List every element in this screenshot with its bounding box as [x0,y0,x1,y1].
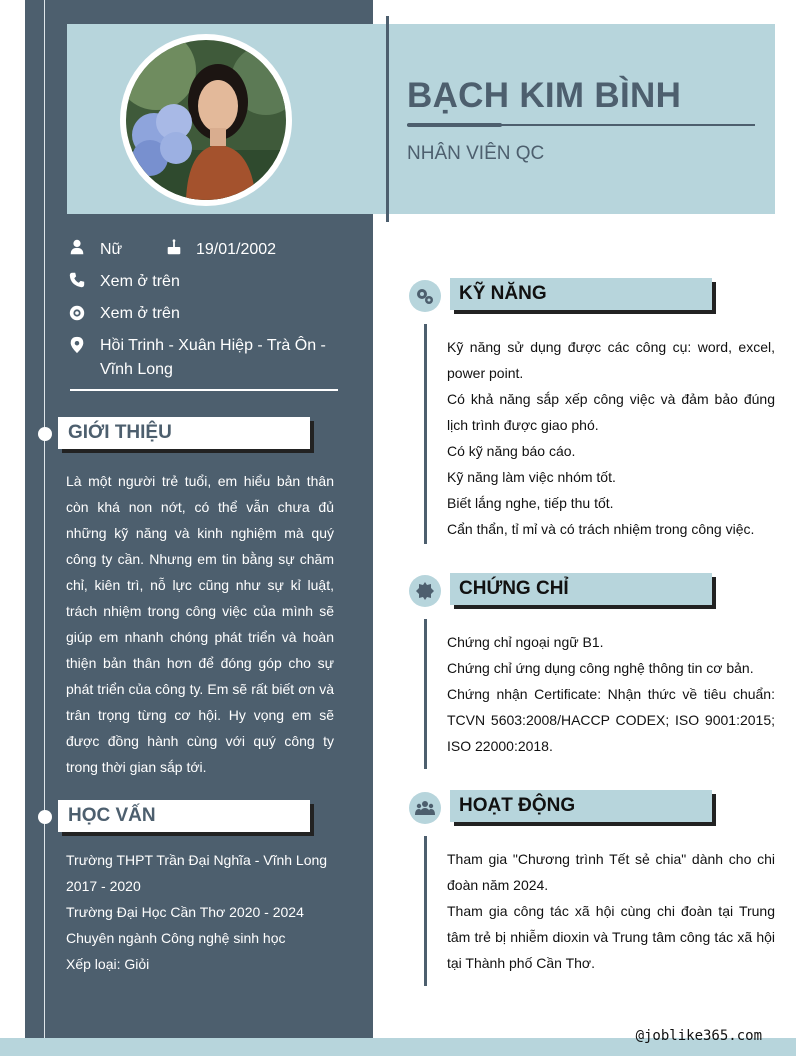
sidebar-guide-line [44,0,45,1056]
list-item: Kỹ năng sử dụng được các công cụ: word, excel, power point. [447,339,775,381]
list-item: Tham gia "Chương trình Tết sẻ chia" dành cho chi đoàn năm 2024. [447,851,775,893]
education-line: Chuyên ngành Công nghệ sinh học [66,930,286,946]
list-item: Có khả năng sắp xếp công việc và đảm bảo đúng lịch trình được giao phó. [447,391,775,433]
cake-icon [165,238,183,256]
skills-bar [424,324,427,544]
birthday-value: 19/01/2002 [196,241,277,258]
name-underline-accent [407,123,502,127]
activities-list [447,846,775,976]
certificates-list [447,629,775,759]
gender-value: Nữ [100,241,123,258]
skills-list [447,334,775,542]
education-dot [38,810,52,824]
candidate-name: BẠCH KIM BÌNH [407,76,682,115]
avatar [120,34,292,206]
education-heading [58,800,310,832]
list-item: Tham gia công tác xã hội cùng chi đoàn tại Trung tâm trẻ bị nhiễm dioxin và Trung tâm công tác xã hội tại Thành phố Cần Thơ. [447,903,775,971]
phone-icon [68,271,86,289]
list-item: Chứng nhận Certificate: Nhận thức về tiêu chuẩn: TCVN 5603:2008/HACCP CODEX; ISO 9001:2015; ISO 22000:2018. [447,686,775,754]
job-title: NHÂN VIÊN QC [407,143,545,164]
intro-heading [58,417,310,449]
address-value: Hồi Trinh - Xuân Hiệp - Trà Ôn - Vĩnh Long [100,337,326,378]
education-heading-label: HỌC VẤN [68,805,156,826]
education-list [66,847,346,977]
activities-bar [424,836,427,986]
watermark: @joblike365.com [635,1028,762,1044]
list-item: Chứng chỉ ứng dụng công nghệ thông tin cơ bản. [447,660,754,676]
phone-value: Xem ở trên [100,273,180,290]
email-value: Xem ở trên [100,305,180,322]
info-divider [70,389,338,391]
skills-heading [450,278,712,310]
group-icon [409,792,441,824]
list-item: Biết lắng nghe, tiếp thu tốt. [447,495,614,511]
list-item: Chứng chỉ ngoại ngữ B1. [447,634,604,650]
user-icon [68,238,86,256]
certificates-heading [450,573,712,605]
certificates-bar [424,619,427,769]
list-item: Có kỹ năng báo cáo. [447,443,576,459]
activities-heading [450,790,712,822]
intro-text: Là một người trẻ tuổi, em hiểu bản thân còn khá non nớt, có thể vẫn chưa đủ những kỹ năng và kinh nghiệm mà quý công ty cần. Nhưng em tin bằng sự chăm chỉ, kiên trì, nỗ lực cũng như sự kỉ luật, trách nhiệm trong công việc của mình sẽ giúp em nhanh chóng phát triển và hoàn thiện bản thân hơn để đóng góp cho sự phát triển của công ty. Em sẽ rất biết ơn và trân trọng từng cơ hội. Hy vọng em sẽ được đồng hành cùng với quý công ty trong thời gian sắp tới. [66,473,334,775]
activities-heading-label: HOẠT ĐỘNG [459,795,576,816]
intro-heading-label: GIỚI THIỆU [68,422,172,443]
skills-heading-label: KỸ NĂNG [459,283,547,304]
certificates-heading-label: CHỨNG CHỈ [459,578,569,599]
intro-dot [38,427,52,441]
location-pin-icon [68,336,86,354]
education-line: Trường Đại Học Cần Thơ 2020 - 2024 [66,904,304,920]
education-line: Xếp loại: Giỏi [66,956,150,972]
header-divider [386,16,389,222]
badge-icon [409,575,441,607]
at-icon [68,304,86,322]
education-line: Trường THPT Trần Đại Nghĩa - Vĩnh Long [66,852,328,868]
list-item: Cẩn thẩn, tỉ mỉ và có trách nhiệm trong công việc. [447,521,755,537]
avatar-photo [126,40,286,200]
gears-icon [409,280,441,312]
list-item: Kỹ năng làm việc nhóm tốt. [447,469,616,485]
education-line: 2017 - 2020 [66,878,141,894]
